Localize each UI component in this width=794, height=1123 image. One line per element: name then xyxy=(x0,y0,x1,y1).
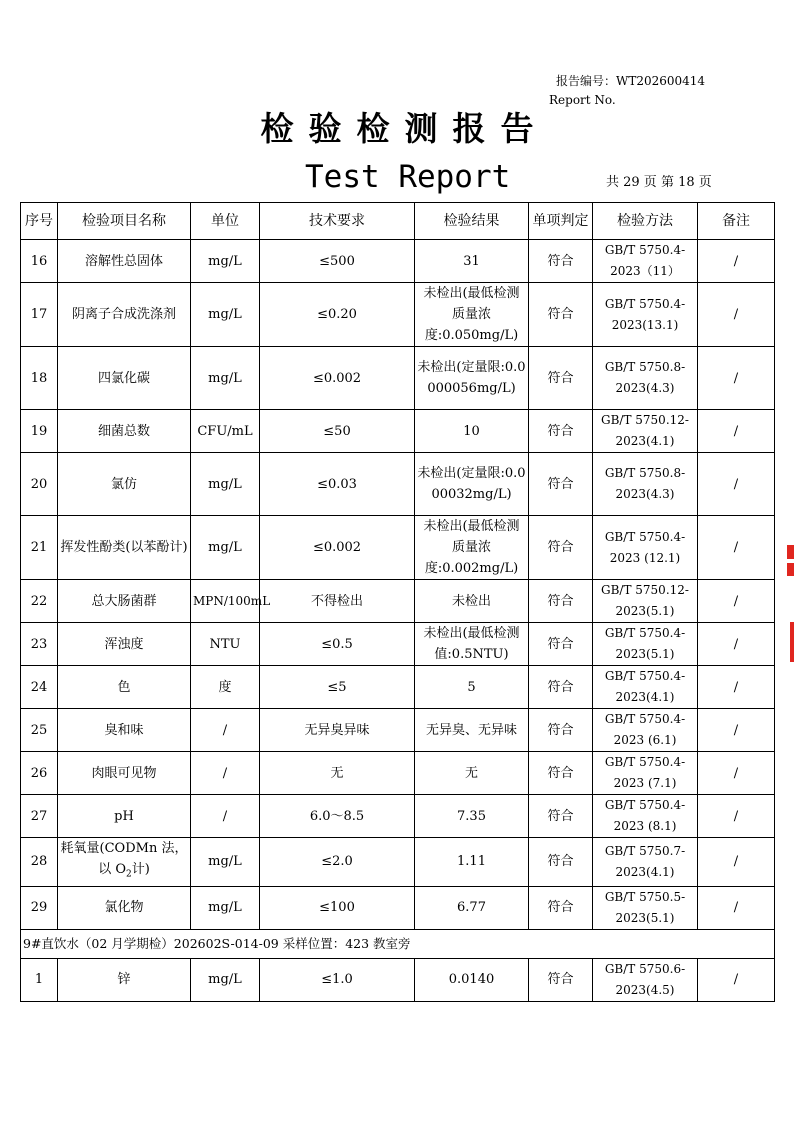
row-judgement: 符合 xyxy=(529,795,593,838)
row-item: pH xyxy=(58,795,191,838)
method-standard: GB/T 5750.4- xyxy=(604,296,686,311)
row-no: 29 xyxy=(21,886,58,929)
method-clause: 2023 (7.1) xyxy=(613,776,677,790)
row-judgement: 符合 xyxy=(529,709,593,752)
row-unit: CFU/mL xyxy=(191,410,260,453)
row-judgement: 符合 xyxy=(529,580,593,623)
row-unit: mg/L xyxy=(191,453,260,516)
table-row xyxy=(21,795,775,838)
row-judgement: 符合 xyxy=(529,623,593,666)
table-header-row xyxy=(21,203,775,240)
row-unit: mg/L xyxy=(191,886,260,929)
row-method xyxy=(593,347,698,410)
row-no: 23 xyxy=(21,623,58,666)
method-clause: 2023(5.1) xyxy=(615,604,675,618)
row-judgement: 符合 xyxy=(529,886,593,929)
row-result: 未检出 xyxy=(415,580,529,623)
row-unit: / xyxy=(191,752,260,795)
row-judgement: 符合 xyxy=(529,838,593,887)
row-judgement: 符合 xyxy=(529,240,593,283)
row-method xyxy=(593,283,698,347)
method-clause: 2023(4.3) xyxy=(615,381,675,395)
row-no: 1 xyxy=(21,958,58,1001)
row-method xyxy=(593,886,698,929)
report-number-value: WT202600414 xyxy=(616,74,706,88)
row-note: / xyxy=(698,666,775,709)
row-note: / xyxy=(698,516,775,580)
row-note: / xyxy=(698,283,775,347)
row-method xyxy=(593,623,698,666)
results-table xyxy=(20,202,775,1002)
row-no: 19 xyxy=(21,410,58,453)
row-requirement: ≤100 xyxy=(260,886,415,929)
row-no: 27 xyxy=(21,795,58,838)
row-method xyxy=(593,709,698,752)
row-no: 18 xyxy=(21,347,58,410)
row-unit: mg/L xyxy=(191,240,260,283)
row-note: / xyxy=(698,240,775,283)
row-requirement: 无异臭异味 xyxy=(260,709,415,752)
row-note: / xyxy=(698,752,775,795)
row-item xyxy=(58,838,191,887)
row-requirement: ≤0.03 xyxy=(260,453,415,516)
row-method xyxy=(593,410,698,453)
row-result: 0.0140 xyxy=(415,958,529,1001)
row-requirement: ≤5 xyxy=(260,666,415,709)
row-item: 肉眼可见物 xyxy=(58,752,191,795)
method-clause: 2023(5.1) xyxy=(615,910,675,925)
seal-edge-mark xyxy=(787,563,794,576)
method-clause: 2023（11） xyxy=(610,264,680,278)
row-method xyxy=(593,453,698,516)
report-number xyxy=(549,72,705,91)
row-unit: mg/L xyxy=(191,838,260,887)
row-unit: mg/L xyxy=(191,347,260,410)
row-unit: mg/L xyxy=(191,516,260,580)
row-no: 28 xyxy=(21,838,58,887)
row-method xyxy=(593,752,698,795)
page-counter: 共 29 页 第 18 页 xyxy=(606,175,712,190)
col-header-requirement: 技术要求 xyxy=(260,203,415,240)
row-result: 无 xyxy=(415,752,529,795)
method-clause: 2023(5.1) xyxy=(615,647,675,661)
row-note: / xyxy=(698,795,775,838)
row-result: 31 xyxy=(415,240,529,283)
method-standard: GB/T 5750.8- xyxy=(604,360,686,374)
method-standard: GB/T 5750.4- xyxy=(604,798,686,812)
row-no: 16 xyxy=(21,240,58,283)
row-no: 17 xyxy=(21,283,58,347)
row-item: 锌 xyxy=(58,958,191,1001)
method-clause: 2023 (12.1) xyxy=(609,550,681,565)
method-clause: 2023(4.1) xyxy=(615,690,675,704)
table-row xyxy=(21,580,775,623)
row-judgement: 符合 xyxy=(529,410,593,453)
row-method xyxy=(593,580,698,623)
table-row xyxy=(21,838,775,887)
row-note: / xyxy=(698,886,775,929)
row-no: 22 xyxy=(21,580,58,623)
method-standard: GB/T 5750.4- xyxy=(604,243,686,257)
row-no: 20 xyxy=(21,453,58,516)
sample-section-title: 9#直饮水（02 月学期检）202602S-014-09 采样位置：423 教室旁 xyxy=(21,929,775,958)
row-unit: MPN/100mL xyxy=(191,580,260,623)
table-row xyxy=(21,958,775,1001)
row-method xyxy=(593,958,698,1001)
row-method xyxy=(593,838,698,887)
method-clause: 2023(4.3) xyxy=(615,487,675,501)
method-clause: 2023(4.1) xyxy=(615,434,675,448)
col-header-no: 序号 xyxy=(21,203,58,240)
row-requirement: ≤0.20 xyxy=(260,283,415,347)
sample-section-row xyxy=(21,929,775,958)
row-requirement: ≤0.002 xyxy=(260,347,415,410)
seal-edge-mark xyxy=(790,622,794,662)
report-number-block xyxy=(549,72,705,110)
row-no: 21 xyxy=(21,516,58,580)
row-note: / xyxy=(698,580,775,623)
method-standard: GB/T 5750.12- xyxy=(601,413,689,427)
row-item: 阴离子合成洗涤剂 xyxy=(58,283,191,347)
row-result: 未检出(最低检测值:0.5NTU) xyxy=(415,623,529,666)
item-text: 以 O xyxy=(98,862,126,877)
method-clause: 2023 (8.1) xyxy=(613,819,677,833)
table-row xyxy=(21,623,775,666)
method-standard: GB/T 5750.4- xyxy=(604,669,686,683)
row-note: / xyxy=(698,453,775,516)
item-text: 计) xyxy=(131,862,150,877)
method-clause: 2023(13.1) xyxy=(611,317,679,332)
row-judgement: 符合 xyxy=(529,453,593,516)
row-item: 总大肠菌群 xyxy=(58,580,191,623)
row-result: 10 xyxy=(415,410,529,453)
row-judgement: 符合 xyxy=(529,347,593,410)
method-standard: GB/T 5750.7- xyxy=(604,843,686,858)
table-row xyxy=(21,347,775,410)
row-note: / xyxy=(698,838,775,887)
row-unit: 度 xyxy=(191,666,260,709)
table-row xyxy=(21,666,775,709)
row-method xyxy=(593,240,698,283)
table-row xyxy=(21,886,775,929)
row-note: / xyxy=(698,410,775,453)
row-no: 24 xyxy=(21,666,58,709)
row-method xyxy=(593,666,698,709)
row-item: 浑浊度 xyxy=(58,623,191,666)
row-item: 色 xyxy=(58,666,191,709)
row-judgement: 符合 xyxy=(529,666,593,709)
table-row xyxy=(21,410,775,453)
table-row xyxy=(21,516,775,580)
row-item: 四氯化碳 xyxy=(58,347,191,410)
row-method xyxy=(593,516,698,580)
row-item: 挥发性酚类(以苯酚计) xyxy=(58,516,191,580)
row-note: / xyxy=(698,623,775,666)
item-line-1: 耗氧量(CODMn 法， xyxy=(60,841,188,856)
row-item: 氯化物 xyxy=(58,886,191,929)
row-item: 溶解性总固体 xyxy=(58,240,191,283)
row-item: 细菌总数 xyxy=(58,410,191,453)
method-standard: GB/T 5750.4- xyxy=(604,712,686,726)
row-note: / xyxy=(698,347,775,410)
method-standard: GB/T 5750.4- xyxy=(604,529,686,544)
row-requirement: ≤1.0 xyxy=(260,958,415,1001)
method-standard: GB/T 5750.6- xyxy=(604,961,686,976)
row-requirement: 6.0～8.5 xyxy=(260,795,415,838)
method-clause: 2023 (6.1) xyxy=(613,733,677,747)
row-result: 1.11 xyxy=(415,838,529,887)
col-header-method: 检验方法 xyxy=(593,203,698,240)
col-header-result: 检验结果 xyxy=(415,203,529,240)
row-judgement: 符合 xyxy=(529,516,593,580)
row-result: 未检出(最低检测质量浓度:0.002mg/L) xyxy=(415,516,529,580)
row-requirement: 不得检出 xyxy=(260,580,415,623)
table-row xyxy=(21,240,775,283)
row-no: 25 xyxy=(21,709,58,752)
row-requirement: ≤500 xyxy=(260,240,415,283)
col-header-item: 检验项目名称 xyxy=(58,203,191,240)
row-result: 5 xyxy=(415,666,529,709)
row-note: / xyxy=(698,709,775,752)
row-unit: mg/L xyxy=(191,958,260,1001)
row-method xyxy=(593,795,698,838)
method-clause: 2023(4.1) xyxy=(615,864,675,879)
table-row xyxy=(21,752,775,795)
table-row xyxy=(21,283,775,347)
row-requirement: ≤50 xyxy=(260,410,415,453)
row-result: 未检出(定量限:0.000032mg/L) xyxy=(415,453,529,516)
row-item: 氯仿 xyxy=(58,453,191,516)
row-unit: NTU xyxy=(191,623,260,666)
row-requirement: ≤0.002 xyxy=(260,516,415,580)
row-unit: / xyxy=(191,795,260,838)
row-item: 臭和味 xyxy=(58,709,191,752)
title-english: Test Report xyxy=(305,159,511,195)
row-judgement: 符合 xyxy=(529,752,593,795)
report-number-label: 报告编号： xyxy=(556,74,617,88)
method-standard: GB/T 5750.4- xyxy=(604,626,686,640)
report-number-en: Report No. xyxy=(549,93,616,107)
row-unit: mg/L xyxy=(191,283,260,347)
row-requirement: 无 xyxy=(260,752,415,795)
item-subscript: 2 xyxy=(125,869,132,880)
seal-edge-mark xyxy=(787,545,794,559)
col-header-judgement: 单项判定 xyxy=(529,203,593,240)
row-note: / xyxy=(698,958,775,1001)
row-result: 无异臭、无异味 xyxy=(415,709,529,752)
table-row xyxy=(21,453,775,516)
row-result: 未检出(定量限:0.0000056mg/L) xyxy=(415,347,529,410)
table-row xyxy=(21,709,775,752)
row-result: 未检出(最低检测质量浓度:0.050mg/L) xyxy=(415,283,529,347)
row-no: 26 xyxy=(21,752,58,795)
method-standard: GB/T 5750.5- xyxy=(604,889,686,904)
row-requirement: ≤2.0 xyxy=(260,838,415,887)
item-line-2 xyxy=(60,859,188,886)
col-header-unit: 单位 xyxy=(191,203,260,240)
method-standard: GB/T 5750.8- xyxy=(604,466,686,480)
row-judgement: 符合 xyxy=(529,283,593,347)
method-standard: GB/T 5750.4- xyxy=(604,755,686,769)
row-result: 7.35 xyxy=(415,795,529,838)
method-clause: 2023(4.5) xyxy=(615,982,675,997)
row-judgement: 符合 xyxy=(529,958,593,1001)
row-requirement: ≤0.5 xyxy=(260,623,415,666)
title-chinese: 检验检测报告 xyxy=(260,109,549,148)
row-result: 6.77 xyxy=(415,886,529,929)
col-header-note: 备注 xyxy=(698,203,775,240)
method-standard: GB/T 5750.12- xyxy=(601,583,689,597)
row-unit: / xyxy=(191,709,260,752)
